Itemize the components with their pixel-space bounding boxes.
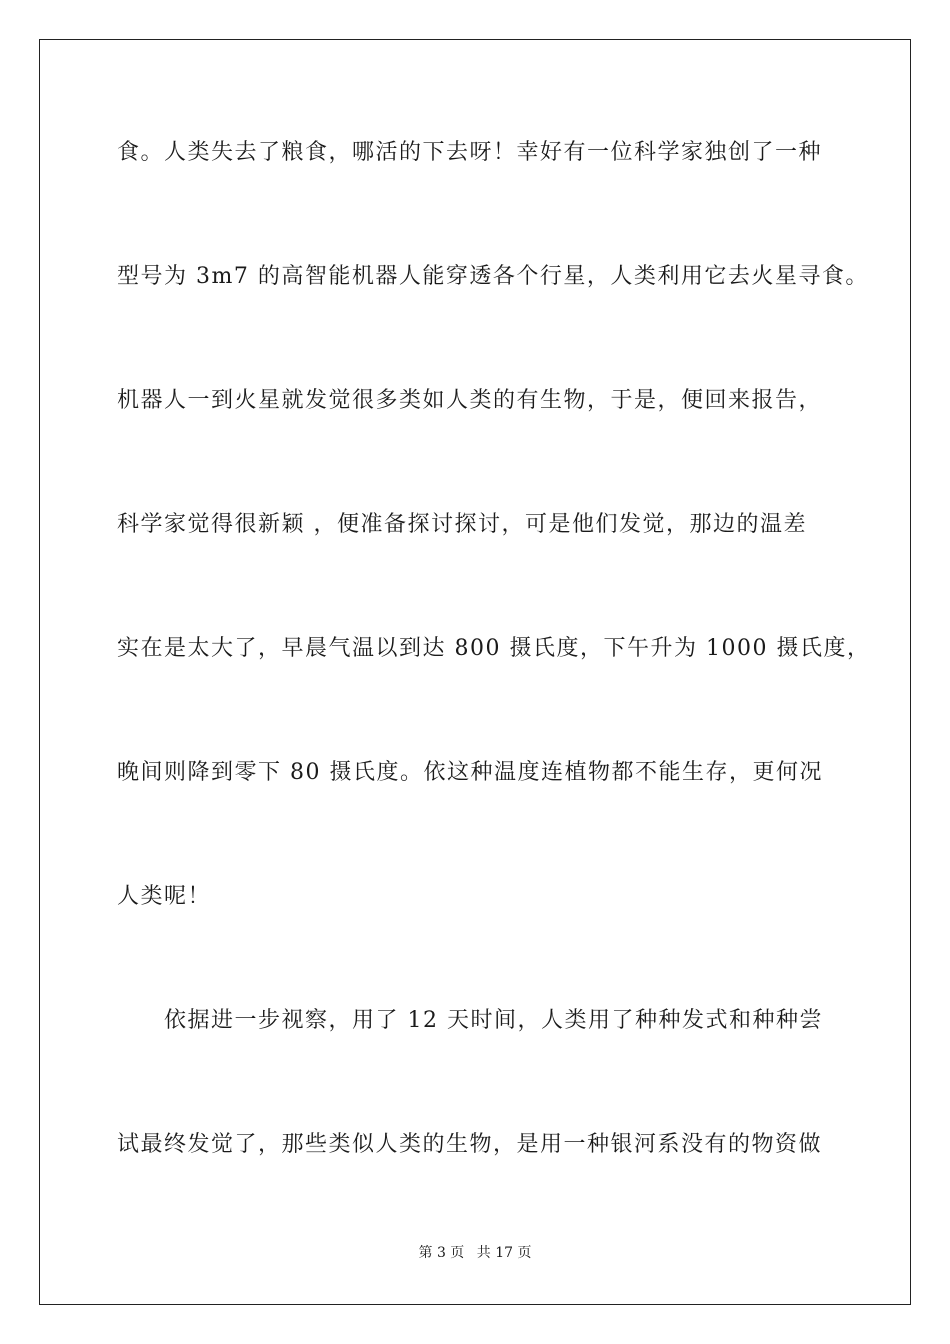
text-line: 人类呢！ [117, 884, 212, 909]
text-line: 试最终发觉了，那些类似人类的生物，是用一种银河系没有的物资做 [117, 1132, 823, 1157]
text-line: 晚间则降到零下 80 摄氏度。依这种温度连植物都不能生存，更何况 [117, 760, 823, 785]
text-line: 食。人类失去了粮食，哪活的下去呀！幸好有一位科学家独创了一种 [117, 140, 823, 165]
text-line: 型号为 3m7 的高智能机器人能穿透各个行星，人类利用它去火星寻食。 [117, 264, 869, 289]
text-line: 科学家觉得很新颖 ，便准备探讨探讨，可是他们发觉，那边的温差 [117, 512, 807, 537]
page-border [39, 39, 911, 1305]
page-number: 第 3 页 [418, 1245, 465, 1261]
page-footer [0, 1244, 950, 1262]
page-total: 共 17 页 [476, 1245, 532, 1261]
text-line: 实在是太大了，早晨气温以到达 800 摄氏度，下午升为 1000 摄氏度， [117, 636, 871, 661]
text-line: 依据进一步视察，用了 12 天时间，人类用了种种发式和种种尝 [117, 1008, 823, 1033]
text-line: 机器人一到火星就发觉很多类如人类的有生物，于是，便回来报告， [117, 388, 823, 413]
